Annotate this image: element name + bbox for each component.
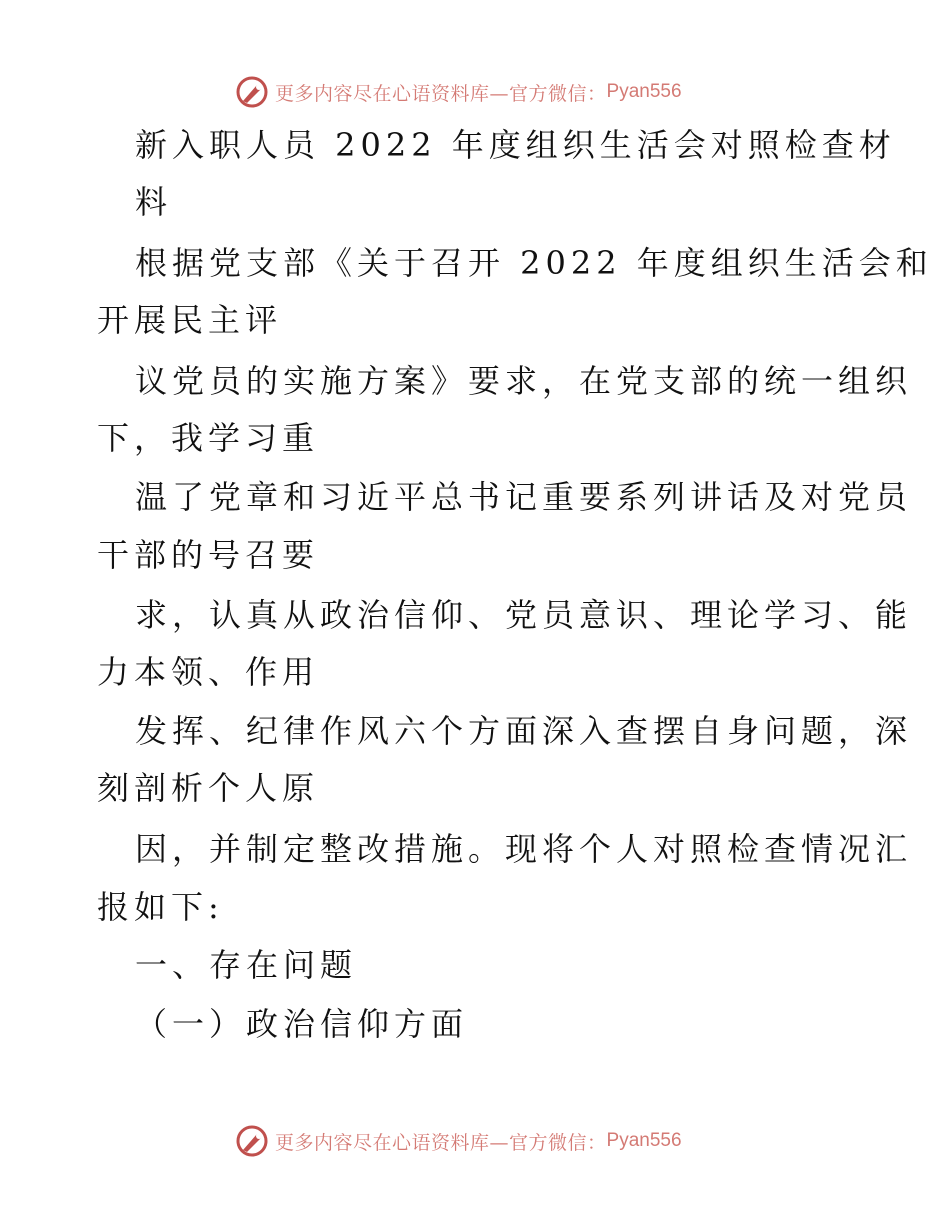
paragraph-line: 刻剖析个人原 xyxy=(97,769,320,807)
watermark-id: Pyan556 xyxy=(606,1130,682,1151)
watermark-banner-bottom xyxy=(0,1121,950,1161)
watermark-text: 更多内容尽在心语资料库—官方微信： xyxy=(275,1131,607,1154)
paragraph-line: 下，我学习重 xyxy=(97,419,320,457)
paragraph-line: 求，认真从政治信仰、党员意识、理论学习、能 xyxy=(135,596,913,634)
paragraph-line: 因，并制定整改措施。现将个人对照检查情况汇 xyxy=(135,830,913,868)
paragraph-line: 干部的号召要 xyxy=(97,536,320,574)
watermark-banner-top xyxy=(0,72,950,112)
paragraph-line: 根据党支部《关于召开 2022 年度组织生活会和 xyxy=(135,244,933,282)
paragraph-line: 温了党章和习近平总书记重要系列讲话及对党员 xyxy=(135,478,913,516)
paragraph-line: 报如下: xyxy=(97,888,224,926)
title-line-1: 新入职人员 2022 年度组织生活会对照检查材 xyxy=(135,126,896,164)
pen-logo-icon xyxy=(235,1124,269,1158)
pen-logo-icon xyxy=(235,75,269,109)
section-heading: 一、存在问题 xyxy=(135,946,358,984)
paragraph-line: 力本领、作用 xyxy=(97,653,320,691)
paragraph-line: 议党员的实施方案》要求，在党支部的统一组织 xyxy=(135,362,913,400)
paragraph-line: 发挥、纪律作风六个方面深入查摆自身问题，深 xyxy=(135,712,913,750)
paragraph-line: 开展民主评 xyxy=(97,301,283,339)
watermark-text: 更多内容尽在心语资料库—官方微信： xyxy=(275,82,607,105)
subsection-heading: （一）政治信仰方面 xyxy=(135,1005,469,1043)
watermark-id: Pyan556 xyxy=(606,81,682,102)
title-line-2: 料 xyxy=(135,183,173,221)
